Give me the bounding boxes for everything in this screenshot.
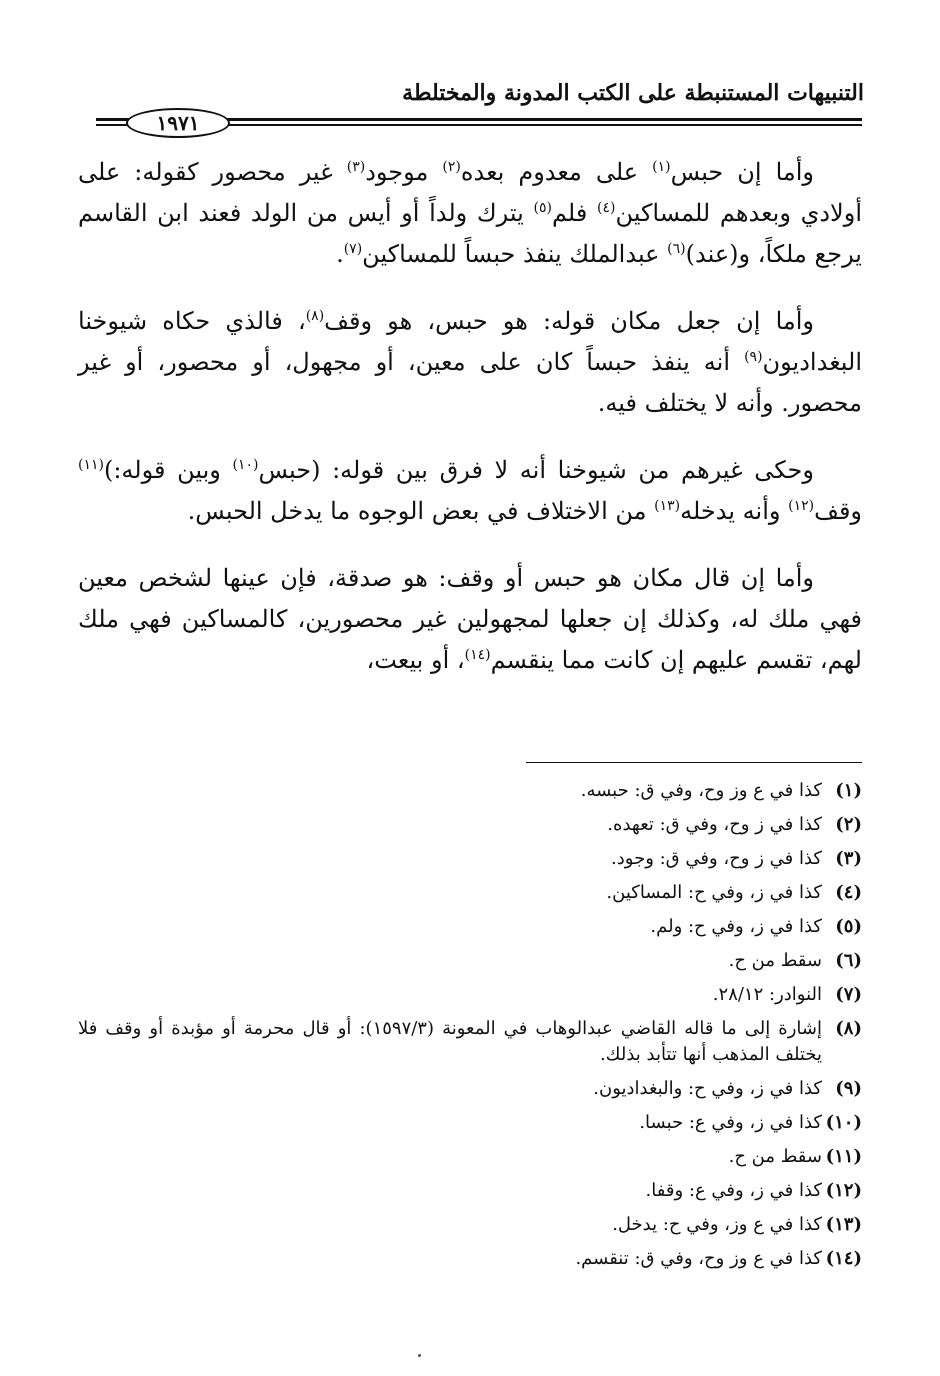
footnote-number: (٧) [835, 984, 862, 1005]
text-run: ، أو بيعت، [366, 646, 465, 674]
text-run: وأما إن جعل مكان قوله: هو حبس، هو وقف [324, 307, 814, 335]
paragraph [78, 558, 862, 681]
text-run: وحكى غيرهم من شيوخنا أنه لا فرق بين قوله: (حبس [258, 456, 814, 484]
page-speck [418, 1354, 421, 1357]
footnote [78, 1140, 862, 1174]
footnote-text: كذا في ع وز وح، وفي ق: حبسه. [580, 780, 822, 801]
footnote [78, 1208, 862, 1242]
footnote-number: (٦) [835, 950, 862, 971]
text-run: موجود [365, 158, 443, 186]
footnote-number: (١) [835, 780, 862, 801]
footnote-text: كذا في ز، وفي ح: والبغداديون. [593, 1078, 822, 1099]
footnote-ref: (١) [652, 159, 671, 175]
footnote-ref: (٩) [744, 349, 763, 365]
footnote-number: (٣) [835, 848, 862, 869]
footnote-number: (٥) [835, 916, 862, 937]
paragraph [78, 152, 862, 275]
footnote [78, 1242, 862, 1276]
footnote-number: (١٢) [825, 1180, 862, 1201]
footnote-text: سقط من ح. [728, 950, 822, 971]
footnote [78, 842, 862, 876]
footnote-ref: (٥) [533, 200, 552, 216]
footnote-text: كذا في ع وز وح، وفي ق: تنقسم. [575, 1248, 822, 1269]
footnote-ref: (٨) [305, 308, 325, 324]
footnote-ref: (٧) [343, 241, 363, 257]
footnote [78, 978, 862, 1012]
footnote-text: النوادر: ٢٨/١٢. [712, 984, 822, 1005]
footnote-text: سقط من ح. [728, 1146, 822, 1167]
footnote [78, 774, 862, 808]
footnote-ref: (١٠) [232, 457, 259, 473]
footnote [78, 808, 862, 842]
footnote-ref: (٤) [596, 200, 616, 216]
text-run: ، فالذي حكاه شيوخنا البغداديون [78, 307, 862, 376]
text-run: . [336, 240, 344, 268]
footnote-text: كذا في ز، وفي ح: المساكين. [606, 882, 822, 903]
text-run: أنه ينفذ حبساً كان على معين، أو مجهول، أو محصور، أو غير محصور. وأنه لا يختلف فيه. [78, 348, 862, 417]
text-run: فلم [551, 199, 597, 227]
footnote [78, 1072, 862, 1106]
paragraph [78, 301, 862, 424]
text-run: من الاختلاف في بعض الوجوه ما يدخل الحبس. [187, 497, 655, 525]
footnote-number: (٢) [835, 814, 862, 835]
footnote-text: كذا في ز، وفي ع: حبسا. [639, 1112, 822, 1133]
text-run: وأما إن حبس [670, 158, 815, 186]
footnote-number: (١١) [825, 1146, 862, 1167]
footnote-text: كذا في ع وز، وفي ح: يدخل. [612, 1214, 822, 1235]
footnote [78, 910, 862, 944]
text-run: يترك ولداً أو أيس من الولد فعند ابن القاسم يرجع ملكاً، و(عند) [78, 199, 862, 268]
footnote-number: (٤) [835, 882, 862, 903]
footnote-text: إشارة إلى ما قاله القاضي عبدالوهاب في المعونة (١٥٩٧/٣): أو قال محرمة أو مؤبدة أو وقف فلا يختلف المذهب أنها تتأبد بذلك. [78, 1018, 822, 1065]
text-run: وقف [814, 497, 862, 525]
text-run: وأما إن قال مكان هو حبس أو وقف: هو صدقة، فإن عينها لشخص معين فهي ملك له، وكذلك إن جعلها لمجهولين غير محصورين، كالمساكين فهي ملك لهم، تقسم عليهم إن كانت مما ينقسم [78, 564, 862, 674]
footnotes-list [78, 774, 862, 1276]
footnote-number: (١٣) [825, 1214, 862, 1235]
footnote-separator [526, 762, 862, 763]
footnote-ref: (١١) [78, 457, 104, 473]
footnote-number: (١٤) [825, 1248, 862, 1269]
text-run: وبين قوله:) [103, 456, 233, 484]
running-head [78, 80, 864, 112]
footnote-number: (٩) [835, 1078, 862, 1099]
footnote-ref: (١٤) [464, 647, 491, 663]
footnote [78, 944, 862, 978]
footnote-number: (١٠) [825, 1112, 862, 1133]
footnote-text: كذا في ز وح، وفي ق: وجود. [611, 848, 822, 869]
text-run: على معدوم بعده [460, 158, 653, 186]
footnote [78, 1012, 862, 1072]
running-title: التنبيهات المستنبطة على الكتب المدونة والمختلطة [402, 80, 864, 106]
footnote-ref: (٦) [667, 241, 686, 257]
footnote-ref: (٢) [442, 159, 461, 175]
footnote-text: كذا في ز وح، وفي ق: تعهده. [607, 814, 822, 835]
page-number: ١٩٧١ [126, 108, 230, 138]
text-run: غير محصور كقوله: على أولادي وبعدهم للمساكين [78, 158, 862, 227]
main-text [78, 152, 862, 707]
footnote-ref: (١٣) [654, 498, 681, 514]
text-run: عبدالملك ينفذ حبساً للمساكين [362, 240, 668, 268]
footnote-number: (٨) [835, 1018, 862, 1039]
paragraph [78, 450, 862, 532]
footnote-ref: (٣) [346, 159, 366, 175]
footnote-text: كذا في ز، وفي ع: وقفا. [645, 1180, 822, 1201]
footnote-ref: (١٢) [788, 498, 815, 514]
footnote [78, 1174, 862, 1208]
footnote-text: كذا في ز، وفي ح: ولم. [650, 916, 822, 937]
text-run: وأنه يدخله [680, 497, 789, 525]
footnote [78, 876, 862, 910]
footnote [78, 1106, 862, 1140]
